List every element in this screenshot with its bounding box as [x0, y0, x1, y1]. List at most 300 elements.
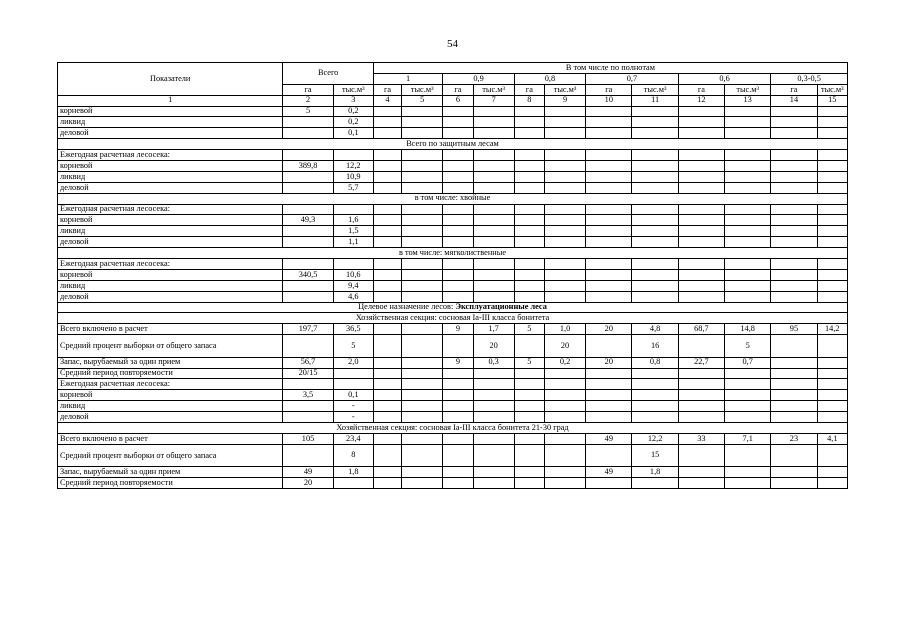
unit-volume: тыс.м³	[544, 84, 585, 95]
table-cell	[373, 259, 401, 270]
table-cell	[443, 182, 473, 193]
unit-volume: тыс.м³	[402, 84, 443, 95]
table-row	[58, 433, 848, 444]
table-cell	[514, 215, 544, 226]
row-label: ликвид	[58, 226, 283, 237]
table-cell	[514, 444, 544, 466]
table-cell	[678, 444, 724, 466]
table-cell	[443, 433, 473, 444]
table-cell: 56,7	[283, 357, 333, 368]
table-cell: 4,6	[333, 291, 373, 302]
table-cell	[473, 259, 514, 270]
table-row	[58, 412, 848, 423]
table-cell	[544, 280, 585, 291]
table-cell	[473, 412, 514, 423]
column-number: 9	[544, 95, 585, 106]
column-number: 2	[283, 95, 333, 106]
table-cell	[514, 161, 544, 172]
table-cell	[678, 280, 724, 291]
table-cell	[514, 128, 544, 139]
table-cell: 8	[333, 444, 373, 466]
table-cell	[678, 117, 724, 128]
table-cell	[402, 324, 443, 335]
table-cell	[632, 368, 678, 379]
table-cell	[402, 379, 443, 390]
row-label: корневой	[58, 215, 283, 226]
table-cell	[771, 291, 817, 302]
row-label: Средний процент выборки от общего запаса	[58, 335, 283, 357]
table-cell	[586, 478, 632, 489]
row-label: ликвид	[58, 401, 283, 412]
unit-ha: га	[771, 84, 817, 95]
table-cell	[678, 478, 724, 489]
table-cell	[632, 204, 678, 215]
table-cell	[725, 226, 771, 237]
table-cell: 1,8	[632, 467, 678, 478]
table-cell	[443, 291, 473, 302]
table-cell	[544, 150, 585, 161]
table-cell	[373, 433, 401, 444]
table-cell	[817, 291, 847, 302]
table-cell	[283, 128, 333, 139]
column-number: 10	[586, 95, 632, 106]
table-cell	[514, 368, 544, 379]
table-cell	[443, 467, 473, 478]
row-label: Ежегодная расчетная лесосека:	[58, 259, 283, 270]
table-cell	[817, 161, 847, 172]
table-cell	[402, 161, 443, 172]
table-cell	[443, 444, 473, 466]
row-label: корневой	[58, 161, 283, 172]
column-number: 5	[402, 95, 443, 106]
table-cell	[402, 357, 443, 368]
table-row	[58, 467, 848, 478]
table-row	[58, 269, 848, 280]
table-cell	[678, 368, 724, 379]
unit-volume: тыс.м³	[473, 84, 514, 95]
table-cell	[283, 226, 333, 237]
table-cell	[333, 259, 373, 270]
table-cell	[678, 161, 724, 172]
section-row	[58, 313, 848, 324]
table-cell	[817, 390, 847, 401]
table-cell	[373, 117, 401, 128]
table-cell	[544, 117, 585, 128]
table-cell: 9,4	[333, 280, 373, 291]
unit-ha: га	[678, 84, 724, 95]
table-cell	[725, 161, 771, 172]
table-cell	[632, 269, 678, 280]
table-cell	[725, 204, 771, 215]
table-cell	[725, 390, 771, 401]
table-cell: 0,7	[725, 357, 771, 368]
table-cell	[443, 117, 473, 128]
table-cell	[771, 259, 817, 270]
table-cell: 1,8	[333, 467, 373, 478]
table-cell	[586, 412, 632, 423]
table-cell	[402, 226, 443, 237]
table-cell	[373, 379, 401, 390]
table-cell	[283, 412, 333, 423]
row-label: ликвид	[58, 280, 283, 291]
table-cell	[771, 444, 817, 466]
table-cell	[473, 215, 514, 226]
table-cell	[586, 379, 632, 390]
table-cell	[514, 182, 544, 193]
row-label: ликвид	[58, 117, 283, 128]
unit-ha: га	[443, 84, 473, 95]
table-row	[58, 117, 848, 128]
table-cell: 23	[771, 433, 817, 444]
table-cell	[544, 161, 585, 172]
table-cell	[443, 379, 473, 390]
table-cell	[725, 259, 771, 270]
section-row	[58, 139, 848, 150]
table-cell	[373, 368, 401, 379]
table-cell	[817, 467, 847, 478]
table-cell: 0,3	[473, 357, 514, 368]
table-cell	[443, 215, 473, 226]
table-cell: 1,6	[333, 215, 373, 226]
table-cell	[283, 291, 333, 302]
section-title-emphasis: Эксплуатационные леса	[455, 302, 547, 312]
table-cell	[402, 106, 443, 117]
table-cell	[402, 280, 443, 291]
table-cell: -	[333, 412, 373, 423]
section-title	[58, 302, 848, 313]
table-cell: 20/15	[283, 368, 333, 379]
table-row	[58, 444, 848, 466]
table-cell: 7,1	[725, 433, 771, 444]
table-cell	[443, 237, 473, 248]
row-label: деловой	[58, 237, 283, 248]
table-cell	[333, 368, 373, 379]
table-cell: 14,2	[817, 324, 847, 335]
table-row	[58, 161, 848, 172]
column-number: 13	[725, 95, 771, 106]
unit-ha: га	[514, 84, 544, 95]
table-cell: 0,1	[333, 390, 373, 401]
table-cell	[402, 269, 443, 280]
row-label: деловой	[58, 291, 283, 302]
table-cell	[402, 117, 443, 128]
table-cell	[725, 150, 771, 161]
table-cell	[678, 401, 724, 412]
table-cell	[544, 379, 585, 390]
table-cell	[586, 259, 632, 270]
table-cell	[771, 171, 817, 182]
table-cell	[725, 280, 771, 291]
section-title-text: в том числе: мягколиственные	[398, 247, 507, 257]
table-cell	[402, 444, 443, 466]
row-label: Запас, вырубаемый за один прием	[58, 357, 283, 368]
table-cell	[771, 150, 817, 161]
table-cell	[817, 182, 847, 193]
table-cell	[817, 335, 847, 357]
table-cell	[402, 171, 443, 182]
table-cell	[771, 128, 817, 139]
table-cell	[473, 379, 514, 390]
section-row	[58, 423, 848, 434]
column-number: 4	[373, 95, 401, 106]
table-cell: 5	[725, 335, 771, 357]
table-cell	[817, 215, 847, 226]
table-cell	[678, 204, 724, 215]
table-cell	[771, 335, 817, 357]
table-cell	[586, 335, 632, 357]
table-cell	[544, 259, 585, 270]
table-cell	[402, 467, 443, 478]
table-cell	[632, 390, 678, 401]
table-cell	[586, 150, 632, 161]
section-title	[58, 139, 848, 150]
table-cell	[817, 259, 847, 270]
table-cell	[544, 269, 585, 280]
table-cell: 20	[586, 324, 632, 335]
table-cell	[402, 291, 443, 302]
column-number: 6	[443, 95, 473, 106]
table-cell	[678, 150, 724, 161]
table-cell	[373, 150, 401, 161]
table-cell	[473, 467, 514, 478]
table-cell	[771, 401, 817, 412]
table-cell	[443, 204, 473, 215]
table-cell	[402, 150, 443, 161]
table-cell	[283, 117, 333, 128]
table-cell	[402, 237, 443, 248]
table-cell	[586, 204, 632, 215]
unit-volume: тыс.м³	[725, 84, 771, 95]
table-cell	[586, 161, 632, 172]
unit-volume: тыс.м³	[333, 84, 373, 95]
header-density: 0,3-0,5	[771, 73, 848, 84]
row-label: Всего включено в расчет	[58, 433, 283, 444]
table-row	[58, 478, 848, 489]
table-cell: 5,7	[333, 182, 373, 193]
table-cell: 12,2	[632, 433, 678, 444]
table-cell	[544, 467, 585, 478]
table-cell	[473, 280, 514, 291]
table-cell: 12,2	[333, 161, 373, 172]
row-label: деловой	[58, 412, 283, 423]
table-cell	[283, 150, 333, 161]
table-cell	[632, 161, 678, 172]
unit-ha: га	[373, 84, 401, 95]
table-cell	[678, 128, 724, 139]
row-label: корневой	[58, 390, 283, 401]
table-cell	[632, 291, 678, 302]
table-cell	[586, 444, 632, 466]
row-label: Средний период повторяемости	[58, 368, 283, 379]
table-cell	[817, 357, 847, 368]
table-cell	[402, 128, 443, 139]
table-cell	[544, 182, 585, 193]
section-title	[58, 248, 848, 259]
table-cell	[678, 106, 724, 117]
table-cell: 389,8	[283, 161, 333, 172]
table-cell	[544, 171, 585, 182]
table-cell	[725, 128, 771, 139]
table-cell	[373, 280, 401, 291]
table-cell	[632, 150, 678, 161]
table-cell	[586, 117, 632, 128]
table-row	[58, 226, 848, 237]
table-cell	[402, 390, 443, 401]
table-cell	[632, 128, 678, 139]
table-cell	[514, 379, 544, 390]
table-cell	[771, 390, 817, 401]
section-title	[58, 193, 848, 204]
column-number: 12	[678, 95, 724, 106]
table-cell: 0,8	[632, 357, 678, 368]
header-density: 0,9	[443, 73, 514, 84]
header-row-column-numbers	[58, 95, 848, 106]
table-cell: 5	[283, 106, 333, 117]
table-cell	[514, 204, 544, 215]
table-row	[58, 128, 848, 139]
table-cell: 20	[283, 478, 333, 489]
header-density: 0,6	[678, 73, 771, 84]
table-cell: 4,1	[817, 433, 847, 444]
table-cell	[544, 412, 585, 423]
table-cell	[373, 204, 401, 215]
table-cell	[373, 161, 401, 172]
table-cell	[514, 269, 544, 280]
table-cell	[771, 226, 817, 237]
table-cell	[402, 433, 443, 444]
table-row	[58, 215, 848, 226]
table-cell	[514, 280, 544, 291]
table-cell	[678, 390, 724, 401]
table-cell	[373, 215, 401, 226]
table-cell	[514, 150, 544, 161]
table-cell	[544, 433, 585, 444]
table-cell	[544, 128, 585, 139]
section-title-text: Целевое назначение лесов:	[358, 302, 456, 312]
table-cell: 16	[632, 335, 678, 357]
table-cell: 197,7	[283, 324, 333, 335]
table-cell	[544, 215, 585, 226]
table-cell	[817, 401, 847, 412]
table-row	[58, 171, 848, 182]
table-cell	[373, 335, 401, 357]
row-label: Ежегодная расчетная лесосека:	[58, 150, 283, 161]
table-cell	[514, 117, 544, 128]
table-cell	[725, 444, 771, 466]
section-title-text: Хозяйственная секция: сосновая Ia-III класса бонитета 21-30 град	[336, 422, 569, 432]
table-cell: 49	[586, 467, 632, 478]
table-cell	[771, 106, 817, 117]
table-cell	[817, 269, 847, 280]
table-cell	[333, 150, 373, 161]
table-cell	[544, 444, 585, 466]
table-cell	[514, 335, 544, 357]
table-cell	[514, 401, 544, 412]
table-cell	[473, 106, 514, 117]
table-cell	[544, 204, 585, 215]
table-cell	[632, 215, 678, 226]
table-cell: 0,1	[333, 128, 373, 139]
table-cell: 105	[283, 433, 333, 444]
table-cell	[632, 237, 678, 248]
table-cell	[443, 390, 473, 401]
table-cell	[817, 412, 847, 423]
table-cell	[373, 171, 401, 182]
column-number: 8	[514, 95, 544, 106]
table-cell	[514, 226, 544, 237]
table-cell	[817, 237, 847, 248]
table-cell	[678, 412, 724, 423]
table-cell	[473, 150, 514, 161]
table-cell: 3,5	[283, 390, 333, 401]
table-cell	[632, 401, 678, 412]
table-cell	[678, 226, 724, 237]
table-cell	[473, 291, 514, 302]
table-cell	[443, 368, 473, 379]
section-title-text: Хозяйственная секция: сосновая Ia-III класса бонитета	[355, 313, 550, 323]
table-cell	[443, 106, 473, 117]
table-cell	[678, 467, 724, 478]
table-cell	[678, 237, 724, 248]
table-cell: 95	[771, 324, 817, 335]
table-cell	[373, 412, 401, 423]
table-cell	[443, 412, 473, 423]
table-row	[58, 204, 848, 215]
table-cell	[586, 291, 632, 302]
column-number: 7	[473, 95, 514, 106]
table-cell	[817, 226, 847, 237]
table-cell	[402, 335, 443, 357]
page-number: 54	[447, 38, 458, 50]
unit-ha: га	[283, 84, 333, 95]
table-cell	[473, 390, 514, 401]
table-cell	[725, 269, 771, 280]
table-cell	[725, 117, 771, 128]
row-label: Ежегодная расчетная лесосека:	[58, 204, 283, 215]
table-cell: 49	[586, 433, 632, 444]
table-cell	[725, 291, 771, 302]
table-cell: 23,4	[333, 433, 373, 444]
table-cell	[678, 291, 724, 302]
table-cell	[544, 478, 585, 489]
table-cell: 5	[333, 335, 373, 357]
table-cell	[402, 401, 443, 412]
table-cell	[725, 412, 771, 423]
table-cell	[678, 171, 724, 182]
table-cell	[817, 106, 847, 117]
table-cell	[473, 128, 514, 139]
column-number: 1	[58, 95, 283, 106]
table-cell	[725, 215, 771, 226]
table-cell: 2,0	[333, 357, 373, 368]
table-row	[58, 324, 848, 335]
table-cell	[817, 280, 847, 291]
column-number: 15	[817, 95, 847, 106]
table-cell	[817, 379, 847, 390]
table-cell	[473, 444, 514, 466]
table-cell	[402, 204, 443, 215]
table-cell	[678, 182, 724, 193]
table-cell	[544, 390, 585, 401]
table-cell	[514, 291, 544, 302]
table-cell	[632, 478, 678, 489]
unit-ha: га	[586, 84, 632, 95]
table-cell: 5	[514, 357, 544, 368]
table-cell: 14,8	[725, 324, 771, 335]
section-title-text: Всего по защитным лесам	[406, 139, 499, 149]
column-number: 14	[771, 95, 817, 106]
table-cell	[632, 259, 678, 270]
